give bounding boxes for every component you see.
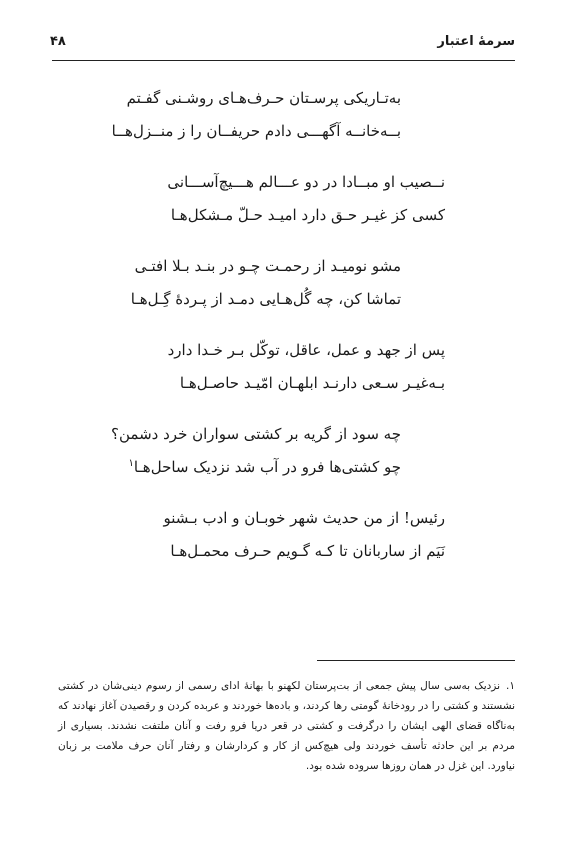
- verse-line: کسی کز غیـر حـق دارد امیـد حـلّ مـشکل‌هـا: [170, 206, 445, 224]
- verse-line: نــصیب او مبــادا در دو عـــالم هـــیچ‌آســـانی: [167, 173, 445, 191]
- running-header: [50, 34, 515, 54]
- page-number: ۴۸: [50, 34, 66, 49]
- running-title: سرمهٔ اعتبار: [437, 34, 515, 49]
- stanza: [0, 334, 573, 400]
- stanza: [0, 502, 573, 568]
- footnote-reference[interactable]: ۱: [128, 458, 134, 469]
- stanza: [0, 82, 573, 148]
- verse-text: چو کشتی‌ها فرو در آب شد نزدیک ساحل‌هـا: [133, 458, 401, 476]
- verse-line: چه سود از گریه بر کشتی سواران خرد دشمن؟: [111, 425, 401, 443]
- verse-line: بــه‌خانــه آگهـــی دادم حریفــان را ز منــزل‌هــا: [111, 122, 401, 140]
- footnote-number: ۱.: [506, 680, 515, 692]
- verse-line: به‌تـاریکی پرسـتان حـرف‌هـای روشـنی گفـتم: [126, 89, 401, 107]
- verse-line: [0, 451, 573, 484]
- verse-line: پس از جهد و عمل، عاقل، توکّل بـر خـدا دارد: [167, 341, 445, 359]
- footnote: [58, 676, 515, 776]
- stanza: [0, 250, 573, 316]
- verse-line: رئیس! از من حدیث شهر خوبـان و ادب بـشنو: [163, 509, 445, 527]
- verse-line: نَیَم از ساربانان تا کـه گـویم حـرف محمـل‌هـا: [170, 542, 445, 560]
- poem: [0, 82, 573, 586]
- stanza: [0, 418, 573, 484]
- verse-line: بـه‌غیـر سـعی دارنـد ابلهـان امّیـد حاصـل‌هـا: [179, 374, 445, 392]
- footnote-text: نزدیک به‌سی سال پیش جمعی از بت‌پرستان لکهنو با بهانهٔ ادای رسمی از رسوم دینی‌شان در کشتی نشستند و کشتی را در رودخانهٔ گومتی رها کردند، و باده‌ها خوردند و عربده کردن و رقصیدن آغاز نهادند که به‌ناگاه قضای الهی ایشان را درگرفت و کشتی در قعر دریا فرو رفت و آنان ملتفت نشدند. بسیاری از مردم بر این حادثه تأسف خوردند ولی هیچ‌کس از کار و کردارشان و رفتار آنان حرف ملامت بر زبان نیاورد. این غزل در همان روزها سروده شده بود.: [58, 680, 515, 772]
- header-divider: [52, 60, 515, 61]
- stanza: [0, 166, 573, 232]
- footnote-divider: [317, 660, 515, 661]
- verse-line: تماشا کن، چه گُل‌هـایی دمـد از پـردهٔ گِـل‌هـا: [130, 290, 401, 308]
- verse-line: مشو نومیـد از رحمـت چـو در بنـد بـلا افتـی: [134, 257, 401, 275]
